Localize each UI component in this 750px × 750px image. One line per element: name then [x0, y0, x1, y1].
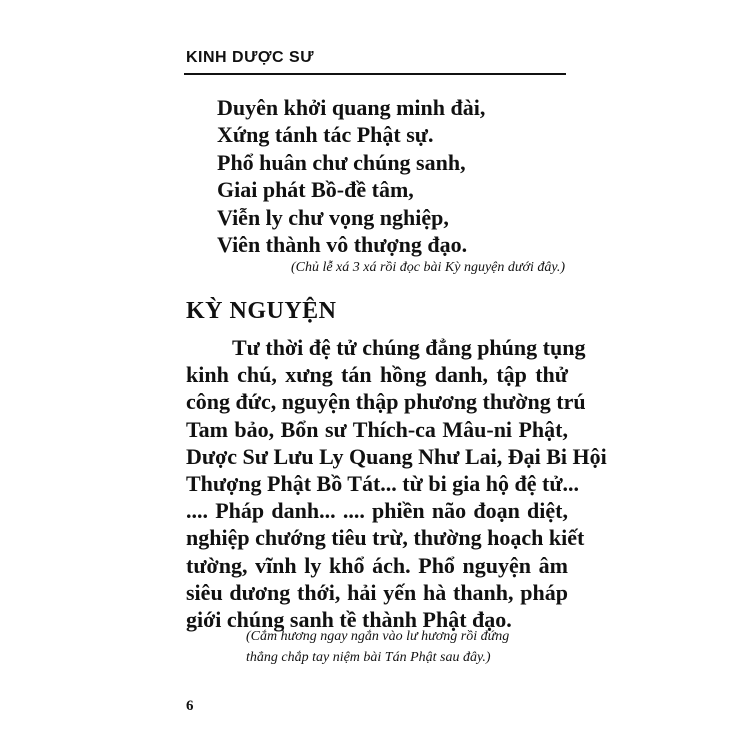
prayer-paragraph [186, 334, 607, 633]
prayer-line: Dược Sư Lưu Ly Quang Như Lai, Đại Bi Hội [186, 443, 607, 469]
page-number: 6 [186, 698, 194, 714]
verse-line: Giai phát Bồ-đề tâm, [217, 177, 414, 203]
verse-line: Xứng tánh tác Phật sự. [217, 122, 434, 148]
prayer-line: giới chúng sanh tề thành Phật đạo. [186, 607, 512, 633]
verse-block [217, 94, 485, 258]
ritual-instruction-2 [246, 626, 509, 668]
section-title: KỲ NGUYỆN [186, 298, 337, 324]
prayer-line: Tư thời đệ tử chúng đẳng phúng tụng [232, 335, 586, 360]
prayer-line: kinh chú, xưng tán hồng danh, tập thử [186, 362, 568, 388]
verse-line: Viên thành vô thượng đạo. [217, 232, 468, 258]
header-rule [184, 73, 566, 75]
prayer-line: tường, vĩnh ly khổ ách. Phổ nguyện âm [186, 552, 568, 578]
ritual-instruction-1: (Chủ lễ xá 3 xá rồi đọc bài Kỳ nguyện dưới đây.) [290, 260, 565, 275]
prayer-line: Thượng Phật Bồ Tát... từ bi gia hộ đệ tử... [186, 471, 580, 497]
ritual-instruction-2-line: (Cắm hương ngay ngắn vào lư hương rồi đứng [246, 629, 510, 644]
prayer-line: nghiệp chướng tiêu trừ, thường hoạch kiết [186, 525, 585, 551]
prayer-line: .... Pháp danh... .... phiền não đoạn diệt, [186, 498, 568, 524]
verse-line: Phổ huân chư chúng sanh, [217, 149, 466, 175]
prayer-line: công đức, nguyện thập phương thường trú [186, 389, 586, 415]
prayer-line: siêu dương thới, hải yến hà thanh, pháp [186, 579, 568, 605]
verse-line: Duyên khởi quang minh đài, [217, 95, 486, 120]
running-header: KINH DƯỢC SƯ [186, 49, 314, 66]
verse-line: Viễn ly chư vọng nghiệp, [217, 204, 449, 230]
ritual-instruction-2-line: thẳng chắp tay niệm bài Tán Phật sau đây.) [246, 650, 491, 665]
prayer-line: Tam bảo, Bổn sư Thích-ca Mâu-ni Phật, [186, 416, 568, 442]
